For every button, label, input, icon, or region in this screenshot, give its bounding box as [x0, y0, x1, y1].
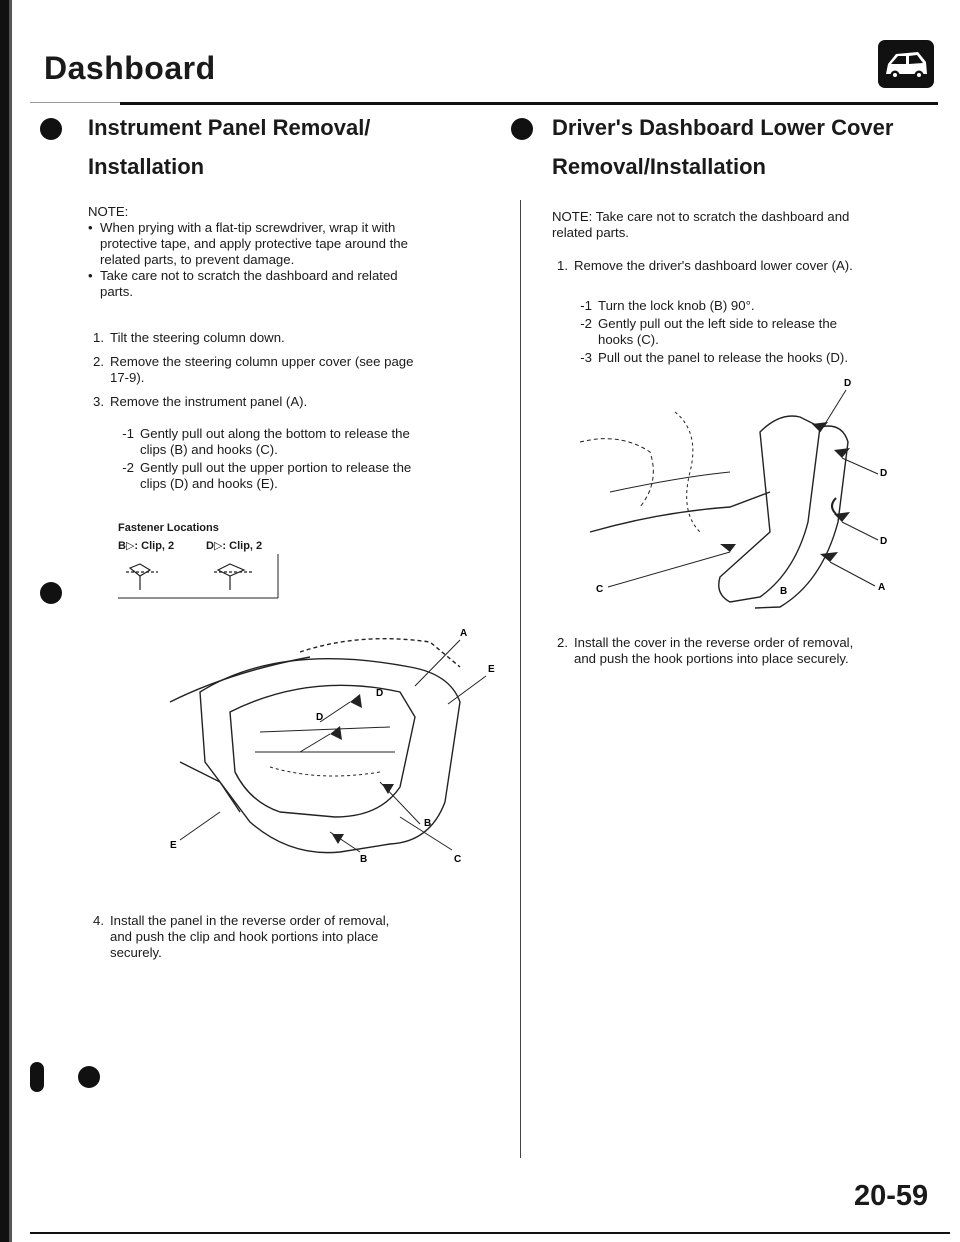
step-line: Install the cover in the reverse order of removal,	[574, 635, 854, 650]
step-line: securely.	[110, 945, 162, 960]
note-line: NOTE: Take care not to scratch the dashboard and	[552, 209, 850, 224]
section-bullet	[511, 118, 533, 140]
diagram-callout: A	[878, 582, 886, 593]
step-item	[88, 354, 508, 386]
substep-item	[118, 426, 508, 458]
left-heading-line: Installation	[88, 154, 205, 179]
diagram-callout: E	[170, 840, 177, 851]
fastener-clip-illustration	[118, 554, 298, 602]
right-section-heading	[552, 111, 893, 183]
title-rule-left	[30, 102, 120, 103]
clip-b-icon	[126, 564, 158, 590]
diagram-callout: C	[454, 854, 462, 865]
substep-line: Pull out the panel to release the hooks (D).	[598, 350, 848, 365]
step-line: Install the panel in the reverse order of removal,	[110, 913, 390, 928]
step-number: 4.	[93, 913, 104, 928]
bottom-rule	[30, 1232, 950, 1234]
callout-leaders	[608, 390, 878, 587]
hook-arrows	[720, 422, 850, 562]
left-notes	[88, 204, 508, 300]
car-body-icon	[878, 40, 934, 88]
lock-knob-icon	[832, 498, 836, 514]
diagram-callout: B	[360, 854, 368, 865]
note-line: When prying with a flat-tip screwdriver, wrap it with	[100, 220, 396, 235]
instrument-panel-diagram	[160, 612, 510, 890]
note-line: parts.	[100, 284, 133, 299]
substep-item	[118, 460, 508, 492]
right-step-2	[552, 635, 942, 667]
substep-line: clips (D) and hooks (E).	[140, 476, 278, 491]
left-substeps	[118, 426, 508, 492]
cover-outline	[580, 412, 848, 608]
diagram-callout: E	[488, 664, 495, 675]
binder-hole	[78, 1066, 100, 1088]
step-line: Tilt the steering column down.	[110, 330, 285, 345]
fastener-title: Fastener Locations	[118, 522, 219, 534]
substep-number: -1	[580, 298, 592, 313]
step-item	[552, 258, 942, 274]
diagram-callout: B	[424, 818, 432, 829]
fastener-d	[206, 539, 262, 552]
fastener-d-text: : Clip, 2	[222, 540, 263, 552]
substep-line: Gently pull out along the bottom to release the	[140, 426, 410, 441]
step-item	[88, 913, 508, 961]
substep-number: -2	[122, 460, 134, 475]
note-bullet: •	[88, 220, 93, 235]
callout-leaders	[180, 640, 486, 852]
left-step-4	[88, 913, 508, 961]
note-line: protective tape, and apply protective tape around the	[100, 236, 408, 251]
pointer-icon: ▷	[125, 540, 135, 552]
fastener-b-label: B	[118, 540, 126, 552]
step-line: and push the hook portions into place securely.	[574, 651, 849, 666]
substep-line: Gently pull out the upper portion to release the	[140, 460, 412, 475]
diagram-callout: D	[880, 468, 888, 479]
pointer-icon: ▷	[213, 540, 223, 552]
note-label: NOTE:	[88, 204, 129, 219]
clip-d-icon	[214, 564, 252, 590]
step-line: Remove the driver's dashboard lower cover (A).	[574, 258, 853, 273]
binder-hole	[30, 1062, 44, 1092]
substep-number: -1	[122, 426, 134, 441]
step-line: 17-9).	[110, 370, 145, 385]
page-title: Dashboard	[44, 50, 216, 86]
note-line: related parts.	[552, 225, 629, 240]
step-number: 2.	[93, 354, 104, 369]
note-line: Take care not to scratch the dashboard and related	[100, 268, 398, 283]
left-heading-line: Instrument Panel Removal/	[88, 115, 371, 140]
substep-item	[576, 350, 946, 366]
right-heading-line: Driver's Dashboard Lower Cover	[552, 115, 894, 140]
fastener-b	[118, 539, 174, 552]
diagram-callout: D	[376, 688, 384, 699]
diagram-callout: D	[880, 536, 888, 547]
diagram-callout: B	[780, 586, 788, 597]
substep-number: -3	[580, 350, 592, 365]
substep-number: -2	[580, 316, 592, 331]
step-number: 1.	[93, 330, 104, 345]
step-line: Remove the steering column upper cover (see page	[110, 354, 414, 369]
diagram-callout: D	[316, 712, 324, 723]
step-number: 2.	[557, 635, 568, 650]
diagram-callout: D	[844, 378, 852, 389]
note-item	[88, 268, 508, 300]
note-item	[88, 220, 508, 268]
binder-edge-shadow	[9, 0, 12, 1242]
substep-line: Turn the lock knob (B) 90°.	[598, 298, 755, 313]
note-line: related parts, to prevent damage.	[100, 252, 295, 267]
step-line: and push the clip and hook portions into place	[110, 929, 379, 944]
step-item	[552, 635, 942, 667]
diagram-callout: A	[460, 628, 468, 639]
step-number: 3.	[93, 394, 104, 409]
page-number: 20-59	[854, 1180, 929, 1212]
clip-arrows	[330, 694, 394, 844]
right-heading-line: Removal/Installation	[552, 154, 766, 179]
substep-line: Gently pull out the left side to release the	[598, 316, 837, 331]
title-rule	[120, 102, 938, 105]
left-section-heading	[88, 111, 370, 183]
fastener-b-text: : Clip, 2	[134, 540, 175, 552]
fastener-d-label: D	[206, 540, 214, 552]
binder-hole	[40, 582, 62, 604]
right-step-1	[552, 258, 942, 274]
left-steps	[88, 330, 508, 410]
column-divider	[520, 200, 521, 1158]
substep-line: hooks (C).	[598, 332, 659, 347]
step-number: 1.	[557, 258, 568, 273]
note-bullet: •	[88, 268, 93, 283]
substep-line: clips (B) and hooks (C).	[140, 442, 278, 457]
lower-cover-diagram	[580, 372, 900, 616]
right-substeps	[576, 298, 946, 366]
binder-edge	[0, 0, 9, 1242]
right-note	[552, 209, 942, 241]
diagram-callout: C	[596, 584, 604, 595]
step-line: Remove the instrument panel (A).	[110, 394, 308, 409]
section-bullet	[40, 118, 62, 140]
step-item	[88, 394, 508, 410]
step-item	[88, 330, 508, 346]
substep-item	[576, 316, 946, 348]
substep-item	[576, 298, 946, 314]
